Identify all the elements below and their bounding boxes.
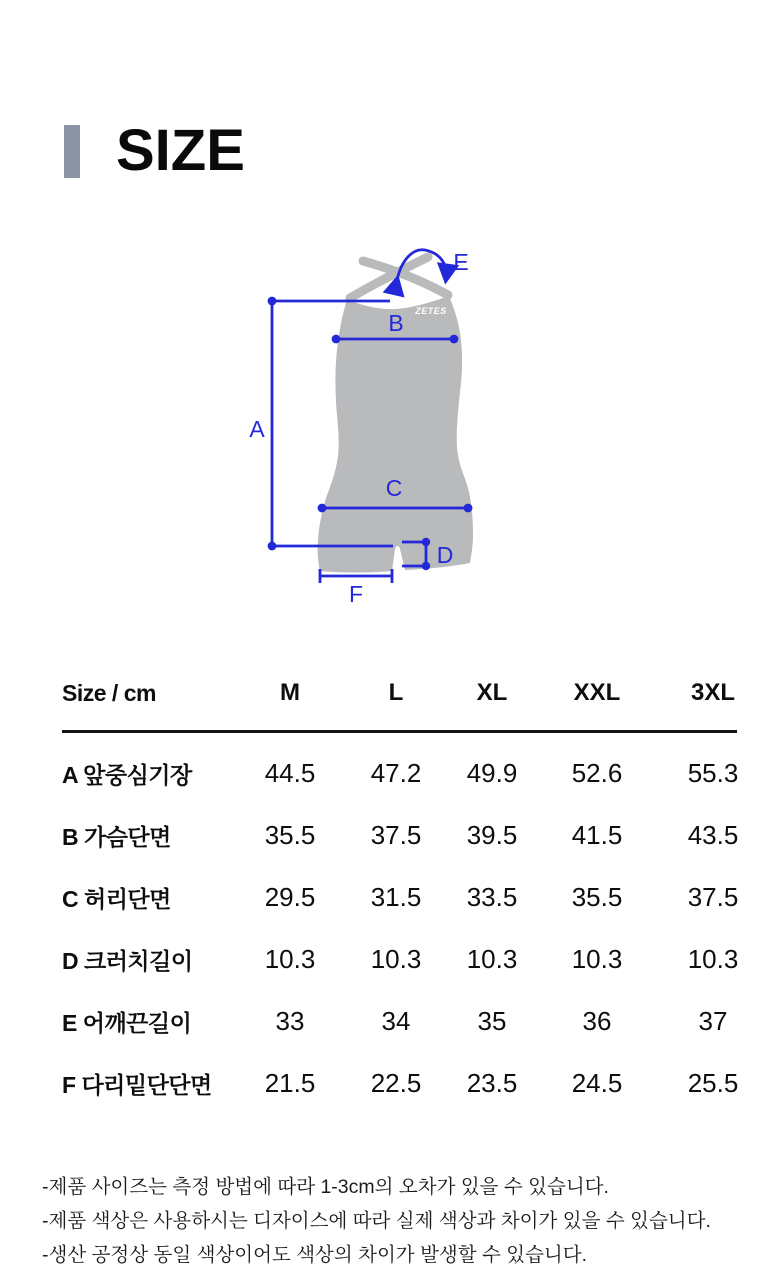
cell-value: 39.5 [466,819,518,850]
row-label: A 앞중심기장 [62,761,192,788]
cell-value: 47.2 [370,757,422,788]
note-color-variation: -생산 공정상 동일 색상이어도 색상의 차이가 발생할 수 있습니다. [42,1244,588,1266]
table-row [62,804,764,866]
cell-value: 33 [275,1005,305,1036]
row-label: B 가슴단면 [62,823,171,850]
label-c: C [385,475,403,501]
col-header-3xl: 3XL [690,679,735,706]
cell-value: 49.9 [466,757,518,788]
table-row [62,1052,764,1114]
size-table [62,656,764,1114]
label-e: E [453,249,469,275]
row-label: C 허리단면 [62,885,171,912]
note-color-device: -제품 색상은 사용하시는 디자이스에 따라 실제 색상과 차이가 있을 수 있습니다. [42,1210,711,1232]
note-size-tolerance: -제품 사이즈는 측정 방법에 따라 1-3cm의 오차가 있을 수 있습니다. [42,1176,609,1198]
cell-value: 35 [477,1005,507,1036]
row-label: F 다리밑단단면 [62,1071,212,1098]
cell-value: 10.3 [370,943,422,974]
cell-value: 41.5 [571,819,623,850]
cell-value: 10.3 [687,943,739,974]
swimsuit-silhouette [318,257,473,573]
row-label: E 어깨끈길이 [62,1009,192,1036]
row-label: D 크러치길이 [62,947,193,974]
table-row [62,990,764,1052]
size-table-header [62,656,764,730]
col-header-xl: XL [476,679,508,706]
cell-value: 21.5 [264,1067,316,1098]
label-b: B [388,310,404,336]
col-header-size-cm: Size / cm [62,679,156,706]
cell-value: 43.5 [687,819,739,850]
page-title: SIZE [116,118,245,183]
cell-value: 29.5 [264,881,316,912]
cell-value: 25.5 [687,1067,739,1098]
table-row [62,928,764,990]
cell-value: 37 [698,1005,728,1036]
col-header-xxl: XXL [573,679,621,706]
cell-value: 35.5 [571,881,623,912]
cell-value: 22.5 [370,1067,422,1098]
cell-value: 24.5 [571,1067,623,1098]
cell-value: 31.5 [370,881,422,912]
cell-value: 10.3 [466,943,518,974]
cell-value: 52.6 [571,757,623,788]
cell-value: 37.5 [370,819,422,850]
table-row [62,866,764,928]
label-f: F [348,581,364,607]
label-a: A [249,416,265,442]
col-header-m: M [280,679,300,706]
cell-value: 10.3 [264,943,316,974]
cell-value: 44.5 [264,757,316,788]
disclaimer-notes [42,1170,711,1272]
size-table-body [62,733,764,1114]
label-d: D [436,542,454,568]
cell-value: 37.5 [687,881,739,912]
col-header-l: L [388,679,404,706]
brand-logo: ZETES [415,306,447,316]
table-row [62,742,764,804]
cell-value: 35.5 [264,819,316,850]
cell-value: 33.5 [466,881,518,912]
cell-value: 23.5 [466,1067,518,1098]
cell-value: 55.3 [687,757,739,788]
cell-value: 36 [582,1005,612,1036]
cell-value: 10.3 [571,943,623,974]
cell-value: 34 [381,1005,411,1036]
